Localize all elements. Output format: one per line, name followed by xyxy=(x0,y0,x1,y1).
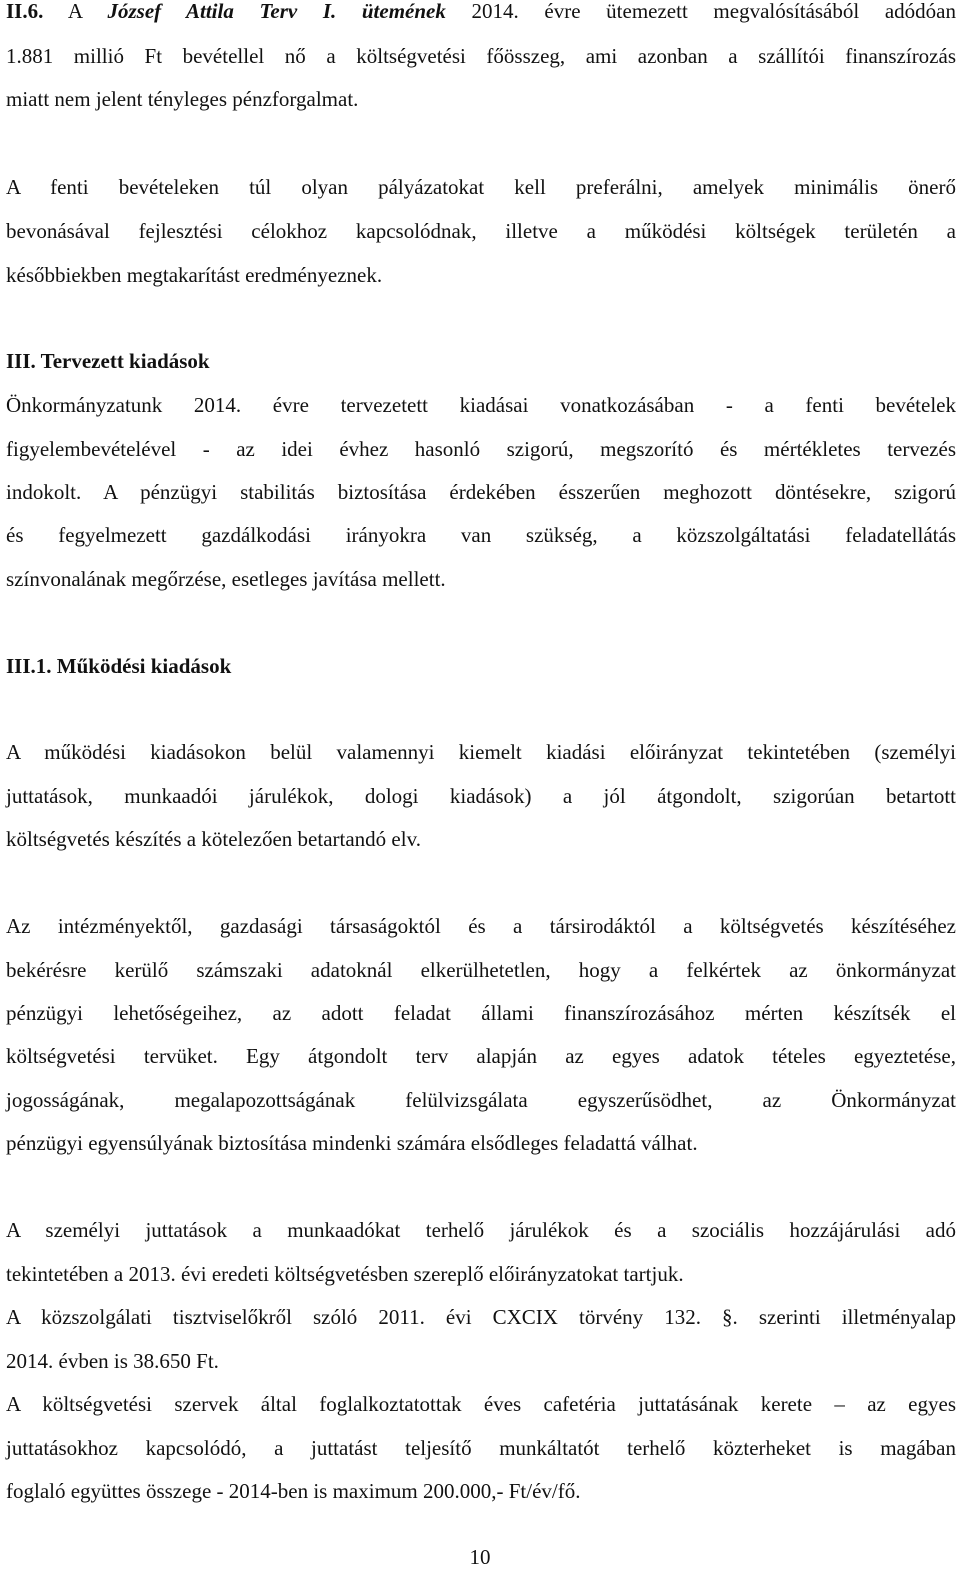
section-ii6-line2: 1.881 millió Ft bevétellel nő a költségvetési főösszeg, ami azonban a szállítói finanszírozás xyxy=(6,44,956,68)
paragraph-line: juttatások, munkaadói járulékok, dologi kiadások) a jól átgondolt, szigorúan betartott xyxy=(6,784,956,808)
paragraph-line: pénzügyi egyensúlyának biztosítása mindenki számára elsődleges feladattá válhat. xyxy=(6,1131,698,1155)
paragraph-line: Az intézményektől, gazdasági társaságoktól és a társirodáktól a költségvetés készítéséhez xyxy=(6,914,956,938)
paragraph-line: bekérésre kerülő számszaki adatoknál elkerülhetetlen, hogy a felkértek az önkormányzat xyxy=(6,958,956,982)
paragraph-line: 2014. évben is 38.650 Ft. xyxy=(6,1349,219,1373)
paragraph-line: foglaló együttes összege - 2014-ben is maximum 200.000,- Ft/év/fő. xyxy=(6,1479,581,1503)
paragraph-line: Önkormányzatunk 2014. évre tervezetett kiadásai vonatkozásában - a fenti bevételek xyxy=(6,393,956,417)
paragraph-line: színvonalának megőrzése, esetleges javítása mellett. xyxy=(6,567,446,591)
paragraph-line: juttatásokhoz kapcsolódó, a juttatást teljesítő munkáltatót terhelő közterheket is magában xyxy=(6,1436,956,1460)
paragraph-line: költségvetési tervüket. Egy átgondolt terv alapján az egyes adatok tételes egyeztetése, xyxy=(6,1044,956,1068)
paragraph-line: figyelembevételével - az idei évhez hasonló szigorú, megszorító és mértékletes tervezés xyxy=(6,437,956,461)
heading-mukodesi-kiadasok: III.1. Működési kiadások xyxy=(6,654,232,678)
section-ii6-line1 xyxy=(6,0,956,24)
paragraph-line: tekintetében a 2013. évi eredeti költségvetésben szereplő előirányzatokat tartjuk. xyxy=(6,1262,684,1286)
paragraph-line: jogosságának, megalapozottságának felülvizsgálata egyszerűsödhet, az Önkormányzat xyxy=(6,1088,956,1112)
paragraph-line: és fegyelmezett gazdálkodási irányokra van szükség, a közszolgáltatási feladatellátás xyxy=(6,523,956,547)
paragraph-line: későbbiekben megtakarítást eredményeznek. xyxy=(6,263,383,287)
paragraph-line: pénzügyi lehetőségeihez, az adott feladat állami finanszírozásához mérten készítsék el xyxy=(6,1001,956,1025)
paragraph-line: A fenti bevételeken túl olyan pályázatokat kell preferálni, amelyek minimális önerő xyxy=(6,175,956,199)
section-ii6-text: A xyxy=(43,0,108,23)
section-ii6-number: II.6. xyxy=(6,0,44,23)
page-number: 10 xyxy=(469,1545,491,1569)
paragraph-line: indokolt. A pénzügyi stabilitás biztosítása érdekében ésszerűen meghozott döntésekre, szigorú xyxy=(6,480,956,504)
heading-tervezett-kiadasok: III. Tervezett kiadások xyxy=(6,349,210,373)
paragraph-line: A költségvetési szervek által foglalkoztatottak éves cafetéria juttatásának kerete – az egyes xyxy=(6,1392,956,1416)
paragraph-line: A működési kiadásokon belül valamennyi kiemelt kiadási előirányzat tekintetében (személyi xyxy=(6,740,956,764)
paragraph-line: A közszolgálati tisztviselőkről szóló 2011. évi CXCIX törvény 132. §. szerinti illetményalap xyxy=(6,1305,956,1329)
paragraph-line: A személyi juttatások a munkaadókat terhelő járulékok és a szociális hozzájárulási adó xyxy=(6,1218,956,1242)
section-ii6-text-rest: 2014. évre ütemezett megvalósításából adódóan xyxy=(445,0,956,23)
section-ii6-line3: miatt nem jelent tényleges pénzforgalmat. xyxy=(6,87,359,111)
paragraph-line: költségvetés készítés a kötelezően betartandó elv. xyxy=(6,827,421,851)
paragraph-line: bevonásával fejlesztési célokhoz kapcsolódnak, illetve a működési költségek területén a xyxy=(6,219,956,243)
program-name: József Attila Terv I. ütemének xyxy=(107,0,446,23)
